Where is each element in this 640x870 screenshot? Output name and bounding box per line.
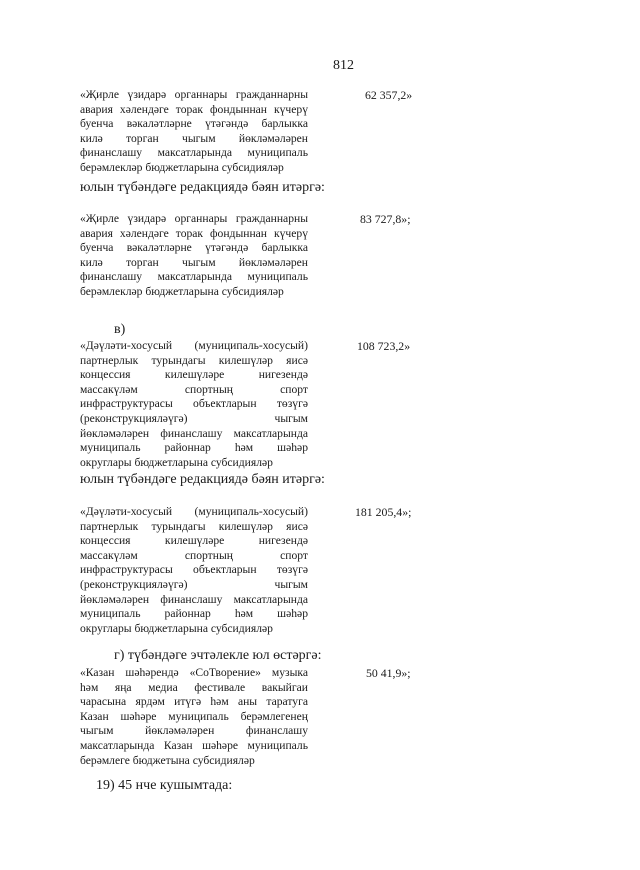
entry-line: берәмлекләр бюджетларына субсидияләр [80, 284, 284, 298]
entry-line: Казан шәһәре муниципаль берәмлегенең [80, 709, 308, 723]
entry-line: «Дәүләти-хосусый (муниципаль-хосусый) [80, 505, 308, 518]
entry-line: партнерлык турындагы килешүләр яисә [80, 519, 308, 533]
budget-entry-description [80, 212, 308, 300]
instruction-phrase: юлын түбәндәге редакциядә бәян итәргә: [80, 472, 325, 487]
instruction-phrase: г) түбәндәге эчтәлекле юл өстәргә: [114, 648, 322, 663]
page-number: 812 [333, 58, 354, 73]
entry-line: округлары бюджетларына субсидияләр [80, 455, 273, 469]
budget-entry-description [80, 339, 308, 470]
entry-line: буенча вәкаләтләрне үтәгәндә барлыкка [80, 241, 308, 255]
entry-line: партнерлык турындагы килешүләр яисә [80, 353, 308, 367]
entry-line: инфраструктурасы объектларын төзүгә [80, 397, 308, 411]
budget-amount: 62 357,2» [365, 88, 413, 102]
entry-line: «Җирле үзидарә органнары гражданнарны [80, 212, 308, 225]
entry-line: муниципаль районнар һәм шәһәр [80, 607, 308, 621]
entry-line: максатларында Казан шәһәре муниципаль [80, 738, 308, 752]
subitem-letter: в) [114, 322, 126, 337]
instruction-phrase: юлын түбәндәге редакциядә бәян итәргә: [80, 180, 325, 195]
entry-line: муниципаль районнар һәм шәһәр [80, 441, 308, 455]
entry-line: чарасына ярдәм итүгә һәм аны таратуга [80, 695, 308, 709]
entry-line: берәмлеге бюджетына субсидияләр [80, 753, 255, 767]
entry-line: «Җирле үзидарә органнары гражданнарны [80, 88, 308, 101]
budget-amount: 181 205,4»; [355, 505, 412, 519]
budget-amount: 83 727,8»; [360, 212, 411, 226]
entry-line: массакүләм спортның спорт [80, 548, 308, 562]
entry-line: инфраструктурасы объектларын төзүгә [80, 563, 308, 577]
entry-line: чыгым йөкләмәләрен финанслашу [80, 724, 308, 738]
entry-line: округлары бюджетларына субсидияләр [80, 621, 273, 635]
entry-line: килә торган чыгым йөкләмәләрен [80, 255, 308, 269]
budget-entry-description [80, 88, 308, 176]
budget-amount: 50 41,9»; [366, 666, 411, 680]
entry-line: йөкләмәләрен финанслашу максатларында [80, 426, 308, 440]
entry-line: концессия килешүләре нигезендә [80, 368, 308, 382]
entry-line: концессия килешүләре нигезендә [80, 534, 308, 548]
entry-line: (реконструкцияләүгә) чыгым [80, 577, 308, 591]
entry-line: авария хәлендәге торак фондыннан күчерү [80, 226, 308, 240]
entry-line: (реконструкцияләүгә) чыгым [80, 411, 308, 425]
entry-line: йөкләмәләрен финанслашу максатларында [80, 592, 308, 606]
entry-line: массакүләм спортның спорт [80, 382, 308, 396]
budget-entry-description [80, 505, 308, 636]
budget-entry-description [80, 666, 308, 768]
entry-line: финанслашу максатларында муниципаль [80, 146, 308, 160]
entry-line: килә торган чыгым йөкләмәләрен [80, 131, 308, 145]
entry-line: авария хәлендәге торак фондыннан күчерү [80, 102, 308, 116]
entry-line: финанслашу максатларында муниципаль [80, 270, 308, 284]
section-item-19: 19) 45 нче кушымтада: [96, 778, 233, 793]
entry-line: буенча вәкаләтләрне үтәгәндә барлыкка [80, 117, 308, 131]
entry-line: һәм яңа медиа фестивале вакыйгаи [80, 680, 308, 694]
budget-amount: 108 723,2» [357, 339, 411, 353]
entry-line: «Казан шәһәрендә «СоТворение» музыка [80, 666, 308, 679]
entry-line: «Дәүләти-хосусый (муниципаль-хосусый) [80, 339, 308, 352]
entry-line: берәмлекләр бюджетларына субсидияләр [80, 160, 284, 174]
